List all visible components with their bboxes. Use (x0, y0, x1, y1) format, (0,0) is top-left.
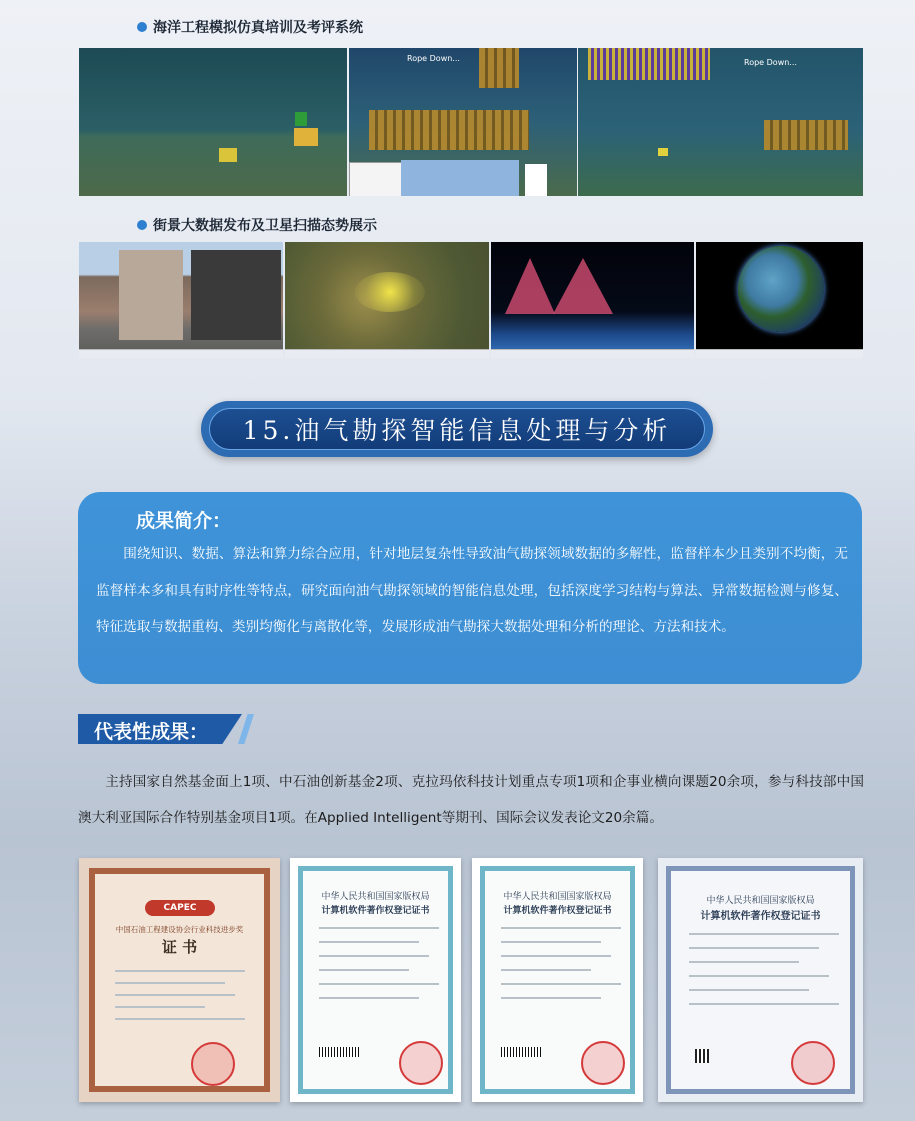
certificate-border (298, 866, 453, 1094)
capec-logo: CAPEC (145, 900, 215, 916)
text-line (115, 1006, 205, 1008)
text-line (319, 955, 429, 957)
section-title-ocean (137, 17, 363, 37)
cert-title: 计算机软件著作权登记证书 (700, 911, 821, 922)
software-certificate-2 (472, 858, 643, 1102)
overlay-panel (401, 160, 519, 196)
text-line (689, 989, 809, 991)
text-line (319, 997, 419, 999)
text-line (501, 969, 591, 971)
rope-down-label: Rope Down... (744, 58, 797, 67)
intro-title: 成果简介： (136, 510, 232, 532)
scan-cone (553, 258, 613, 314)
overlay-window (349, 162, 403, 196)
taskbar (285, 349, 489, 358)
software-certificate-3 (658, 858, 863, 1102)
taskbar (696, 349, 863, 358)
section-title-ocean-text: 海洋工程模拟仿真培训及考评系统 (153, 20, 363, 36)
tag-stripe (238, 714, 254, 744)
barcode-icon (501, 1047, 541, 1057)
section-title-street (137, 215, 377, 235)
software-certificate-1 (290, 858, 461, 1102)
equipment-block (219, 148, 237, 162)
award-certificate (79, 858, 280, 1102)
text-line (689, 933, 839, 935)
text-line (501, 997, 601, 999)
text-line (501, 955, 611, 957)
cert-title: 计算机软件著作权登记证书 (503, 906, 612, 916)
building (119, 250, 183, 340)
award-title: 证 书 (161, 938, 198, 956)
scan-cone (505, 258, 555, 314)
platform-structure (479, 48, 519, 88)
ocean-sim-screenshot-1 (79, 48, 347, 196)
section-heading: 15.油气勘探智能信息处理与分析 (209, 408, 705, 450)
building (191, 250, 281, 340)
taskbar (491, 349, 694, 358)
subsea-equipment (764, 120, 848, 150)
bullet-icon (137, 220, 147, 230)
text-line (115, 982, 225, 984)
globe-icon (738, 246, 824, 332)
cert-title: 计算机软件著作权登记证书 (321, 906, 430, 916)
bullet-icon (137, 22, 147, 32)
text-line (319, 969, 409, 971)
certificate-border (666, 866, 855, 1094)
official-seal (191, 1042, 235, 1086)
satellite-scan-screenshot (491, 242, 694, 358)
text-line (689, 947, 819, 949)
ocean-sim-screenshot-3 (578, 48, 863, 196)
section-banner (201, 401, 713, 457)
rope-down-label: Rope Down... (407, 54, 460, 63)
cert-org: 中华人民共和国国家版权局 (503, 892, 612, 902)
equipment-block (658, 148, 668, 156)
official-seal (399, 1041, 443, 1085)
satellite-map-screenshot (285, 242, 489, 358)
text-line (319, 983, 439, 985)
intro-body: 围绕知识、数据、算法和算力综合应用，针对地层复杂性导致油气勘探领域数据的多解性，监督样本少且类别不均衡，无监督样本多和具有时序性等特点，研究面向油气勘探领域的智能信息处理，包括深度学习结构与算法、异常数据检测与修复、特征选取与数据重构、类别均衡化与离散化等，发展形成油气勘探大数据处理和分析的理论、方法和技术。 (96, 546, 848, 635)
certificate-border (480, 866, 635, 1094)
cert-org: 中华人民共和国国家版权局 (706, 896, 815, 906)
certificate-frame (89, 868, 270, 1092)
text-line (689, 1003, 839, 1005)
representative-tag (78, 714, 254, 744)
text-line (501, 983, 621, 985)
platform-structure (369, 110, 529, 150)
text-line (319, 927, 439, 929)
ocean-sim-screenshot-2 (349, 48, 577, 196)
globe-screenshot (696, 242, 863, 358)
qr-code-icon (695, 1049, 709, 1063)
text-line (319, 941, 419, 943)
text-line (689, 961, 799, 963)
data-hotspot (355, 272, 425, 312)
text-line (115, 970, 245, 972)
taskbar (79, 349, 283, 358)
award-org: 中国石油工程建设协会行业科技进步奖 (115, 925, 244, 934)
cert-org: 中华人民共和国国家版权局 (321, 892, 430, 902)
text-line (501, 941, 601, 943)
text-line (501, 927, 621, 929)
equipment-block (294, 128, 318, 146)
overlay-panel (525, 164, 547, 196)
representative-body: 主持国家自然基金面上1项、中石油创新基金2项、克拉玛依科技计划重点专项1项和企事业横向课题20余项，参与科技部中国澳大利亚国际合作特别基金项目1项。在Applied Intelligent等期刊、国际会议发表论文20余篇。 (78, 774, 864, 826)
barcode-icon (319, 1047, 359, 1057)
street-view-screenshot (79, 242, 283, 358)
official-seal (581, 1041, 625, 1085)
section-title-street-text: 街景大数据发布及卫星扫描态势展示 (153, 218, 377, 234)
representative-title: 代表性成果： (94, 721, 209, 743)
text-line (115, 1018, 245, 1020)
official-seal (791, 1041, 835, 1085)
text-line (689, 975, 829, 977)
equipment-block (295, 112, 307, 126)
data-stream-overlay (588, 48, 710, 80)
text-line (115, 994, 235, 996)
